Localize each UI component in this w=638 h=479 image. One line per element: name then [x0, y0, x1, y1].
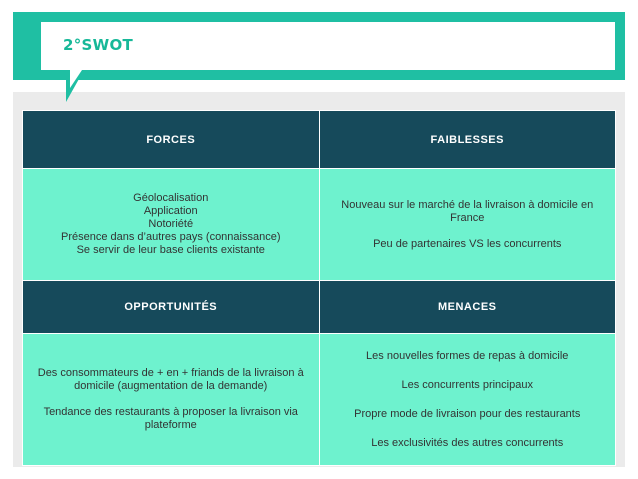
spacer	[324, 225, 612, 238]
opportunites-cell	[23, 334, 320, 466]
opportunites-item: Des consommateurs de + en + friands de la livraison à domicile (augmentation de la demande)	[37, 367, 304, 392]
faiblesses-cell	[319, 169, 616, 281]
slide-title: 2°SWOT	[63, 36, 134, 54]
forces-item: Présence dans d’autres pays (connaissance)	[60, 231, 281, 243]
swot-content-row-top	[23, 169, 616, 281]
faiblesses-item: Nouveau sur le marché de la livraison à domicile en France	[341, 198, 594, 224]
forces-item: Se servir de leur base clients existante	[76, 244, 265, 256]
faiblesses-header: FAIBLESSES	[319, 111, 616, 169]
swot-header-row-bottom	[23, 281, 616, 334]
swot-table	[22, 110, 616, 466]
forces-item: Notoriété	[148, 218, 194, 230]
forces-header: FORCES	[23, 111, 320, 169]
menaces-cell	[319, 334, 616, 466]
menaces-item: Propre mode de livraison pour des restaurants	[354, 407, 581, 420]
forces-cell	[23, 169, 320, 281]
forces-item: Géolocalisation	[133, 192, 209, 204]
opportunites-header: OPPORTUNITÉS	[23, 281, 320, 334]
menaces-item: Les nouvelles formes de repas à domicile	[366, 349, 569, 362]
forces-item: Application	[143, 205, 198, 217]
menaces-item: Les exclusivités des autres concurrents	[371, 436, 564, 449]
swot-header-row-top	[23, 111, 616, 169]
opportunites-item: Tendance des restaurants à proposer la livraison via plateforme	[43, 406, 298, 431]
spacer	[27, 393, 315, 406]
spacer	[324, 421, 612, 437]
spacer	[324, 392, 612, 408]
banner-pointer-shape	[60, 70, 100, 104]
spacer	[324, 363, 612, 379]
faiblesses-item: Peu de partenaires VS les concurrents	[373, 237, 562, 250]
menaces-item: Les concurrents principaux	[401, 378, 533, 391]
menaces-header: MENACES	[319, 281, 616, 334]
swot-content-row-bottom	[23, 334, 616, 466]
